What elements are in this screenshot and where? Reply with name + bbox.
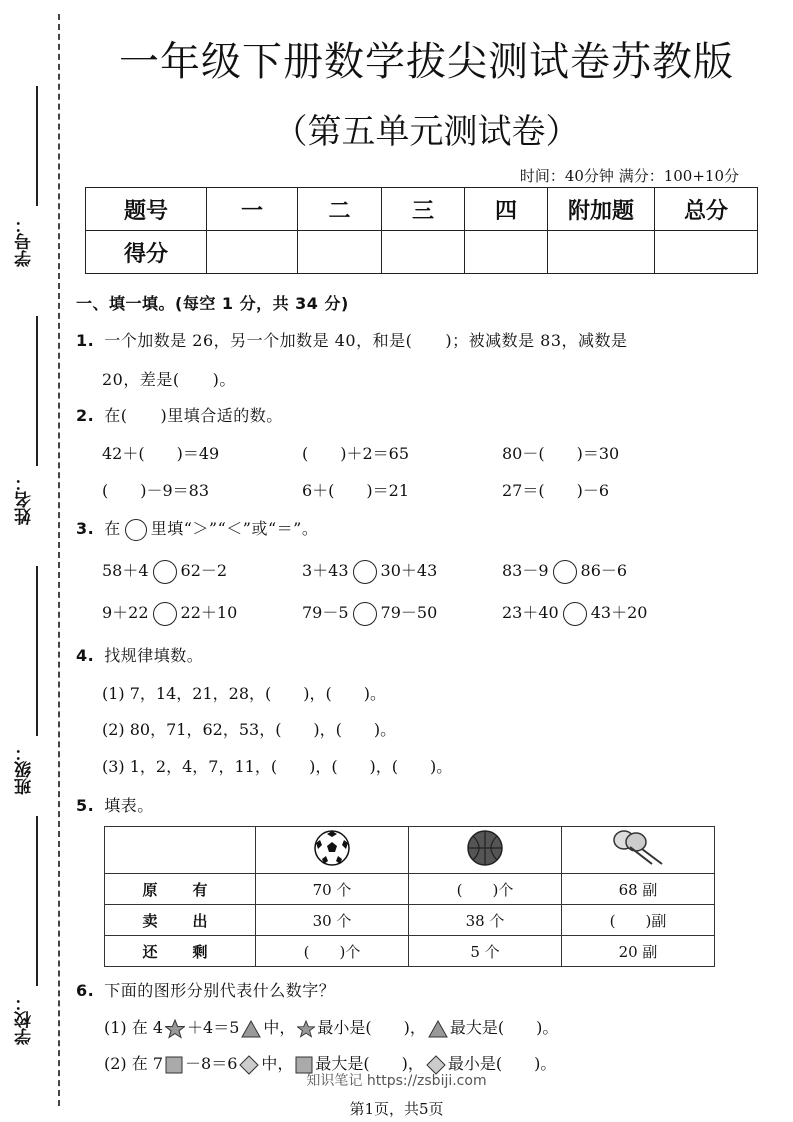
q1-text1: 一个加数是 26，另一个加数是 40，和是( )；被减数是 83，减数是	[104, 331, 628, 350]
q3-left: 79－5	[302, 603, 349, 622]
q4-item: (1) 7，14，21，28，( )，( )。	[102, 684, 386, 703]
q3-item	[302, 558, 437, 584]
fill-row-label: 卖 出	[105, 905, 256, 936]
q2-item: 6＋( )＝21	[302, 481, 410, 500]
q6-part1	[104, 1015, 558, 1039]
fill-cell: 70 个	[256, 874, 409, 905]
q3-number: 3.	[76, 519, 95, 538]
compare-circle[interactable]	[563, 602, 587, 626]
badminton-rackets-icon	[608, 828, 668, 868]
fill-cell: 38 个	[409, 905, 562, 936]
fill-row	[105, 936, 715, 967]
q6-p1-c: 中，	[263, 1018, 296, 1037]
q3-item	[502, 558, 627, 584]
q3-left: 83－9	[502, 561, 549, 580]
score-table	[85, 187, 758, 274]
q6-p1-a: (1) 在 4	[104, 1018, 164, 1037]
fill-table	[104, 826, 715, 967]
watermark: 知识笔记 https://zsbiji.com	[306, 1073, 487, 1089]
fill-row	[105, 905, 715, 936]
q3-right: 62－2	[180, 561, 228, 580]
score-header-cell: 二	[298, 188, 382, 231]
time-info: 时间：40分钟 满分：100+10分	[519, 167, 739, 185]
school-line	[36, 816, 38, 986]
q5-line	[76, 793, 154, 816]
q3-line	[76, 516, 318, 541]
q3-left: 58＋4	[102, 561, 149, 580]
score-header-cell: 四	[465, 188, 548, 231]
fill-cell: 20 副	[562, 936, 715, 967]
q3-text-b: 里填“＞”“＜”或“＝”。	[150, 519, 319, 538]
compare-circle[interactable]	[353, 560, 377, 584]
fill-row-label: 原 有	[105, 874, 256, 905]
q2-item: 27＝( )－6	[502, 481, 610, 500]
score-cell[interactable]	[465, 231, 548, 274]
q6-p2-d: 最大是( )，	[315, 1054, 424, 1073]
fill-header-cell	[562, 827, 715, 874]
fill-cell[interactable]: ( )个	[409, 874, 562, 905]
triangle-icon	[241, 1020, 261, 1038]
fill-row	[105, 874, 715, 905]
circle-icon	[125, 519, 147, 541]
q3-right: 30＋43	[380, 561, 438, 580]
fill-corner-cell	[105, 827, 256, 874]
q6-p2-c: 中，	[261, 1054, 294, 1073]
q3-left: 3＋43	[302, 561, 349, 580]
score-header-cell: 总分	[655, 188, 758, 231]
star-icon	[165, 1019, 185, 1039]
compare-circle[interactable]	[353, 602, 377, 626]
q6-p2-a: (2) 在 7	[104, 1054, 164, 1073]
q3-item	[102, 600, 237, 626]
q4-item: (3) 1，2，4，7，11，( )，( )，( )。	[102, 757, 453, 776]
star-icon	[297, 1020, 315, 1038]
number-label: 学号：	[15, 216, 35, 267]
q5-text: 填表。	[104, 796, 154, 815]
q6-p2-b: －8＝6	[185, 1054, 238, 1073]
score-header-cell: 附加题	[548, 188, 655, 231]
q3-item	[302, 600, 437, 626]
score-header-cell: 题号	[86, 188, 207, 231]
fill-row-label: 还 剩	[105, 936, 256, 967]
compare-circle[interactable]	[553, 560, 577, 584]
basketball-icon	[466, 829, 504, 867]
q3-right: 79－50	[380, 603, 438, 622]
score-header-row	[86, 188, 758, 231]
q2-line	[76, 403, 283, 426]
score-header-cell: 三	[382, 188, 465, 231]
compare-circle[interactable]	[153, 602, 177, 626]
fill-header-cell	[256, 827, 409, 874]
q4-item: (2) 80，71，62，53，( )，( )。	[102, 720, 397, 739]
soccer-ball-icon	[313, 829, 351, 867]
q3-item	[102, 558, 227, 584]
number-line	[36, 86, 38, 206]
q2-item: 42＋( )＝49	[102, 444, 220, 463]
fill-cell[interactable]: ( )个	[256, 936, 409, 967]
q6-p2-e: 最小是( )。	[447, 1054, 557, 1073]
compare-circle[interactable]	[153, 560, 177, 584]
class-line	[36, 566, 38, 736]
page-title: 一年级下册数学拔尖测试卷苏教版	[119, 39, 734, 85]
name-line	[36, 316, 38, 466]
class-label: 班级：	[15, 744, 35, 795]
fill-cell[interactable]: ( )副	[562, 905, 715, 936]
q3-right: 86－6	[580, 561, 628, 580]
q4-text: 找规律填数。	[104, 646, 204, 665]
q3-left: 23＋40	[502, 603, 559, 622]
score-row	[86, 231, 758, 274]
score-cell[interactable]	[655, 231, 758, 274]
q6-text: 下面的图形分别代表什么数字？	[104, 981, 336, 1000]
q6-number: 6.	[76, 981, 95, 1000]
fill-header-cell	[409, 827, 562, 874]
q2-item: 80－( )＝30	[502, 444, 620, 463]
score-cell[interactable]	[382, 231, 465, 274]
score-cell[interactable]	[207, 231, 298, 274]
q6-p1-d: 最小是( )，	[317, 1018, 426, 1037]
q3-text-a: 在	[104, 519, 121, 538]
score-cell[interactable]	[298, 231, 382, 274]
school-label: 学校：	[15, 994, 35, 1045]
q2-text: 在( )里填合适的数。	[104, 406, 283, 425]
score-row-label: 得分	[86, 231, 207, 274]
q2-item: ( )＋2＝65	[302, 444, 410, 463]
q3-item	[502, 600, 647, 626]
q6-p1-b: ＋4＝5	[187, 1018, 240, 1037]
q2-number: 2.	[76, 406, 95, 425]
section-heading: 一、填一填。(每空 1 分，共 34 分)	[76, 294, 349, 313]
q5-number: 5.	[76, 796, 95, 815]
q1-number: 1.	[76, 331, 95, 350]
triangle-icon	[428, 1020, 448, 1038]
q4-number: 4.	[76, 646, 95, 665]
score-cell[interactable]	[548, 231, 655, 274]
q3-right: 43＋20	[590, 603, 648, 622]
q1-line1	[76, 328, 628, 351]
q1-line2: 20，差是( )。	[102, 370, 236, 389]
fill-header-row	[105, 827, 715, 874]
q6-p1-e: 最大是( )。	[449, 1018, 559, 1037]
q3-left: 9＋22	[102, 603, 149, 622]
q3-right: 22＋10	[180, 603, 238, 622]
name-label: 姓名：	[15, 474, 35, 525]
fill-cell: 30 个	[256, 905, 409, 936]
q4-line	[76, 643, 203, 666]
q6-line	[76, 978, 335, 1001]
fill-cell: 68 副	[562, 874, 715, 905]
fill-cell: 5 个	[409, 936, 562, 967]
page-subtitle: （第五单元测试卷）	[273, 112, 580, 152]
page-footer: 第1页，共5页	[349, 1100, 444, 1118]
score-header-cell: 一	[207, 188, 298, 231]
q2-item: ( )－9＝83	[102, 481, 210, 500]
binding-dashed-line	[58, 14, 60, 1106]
